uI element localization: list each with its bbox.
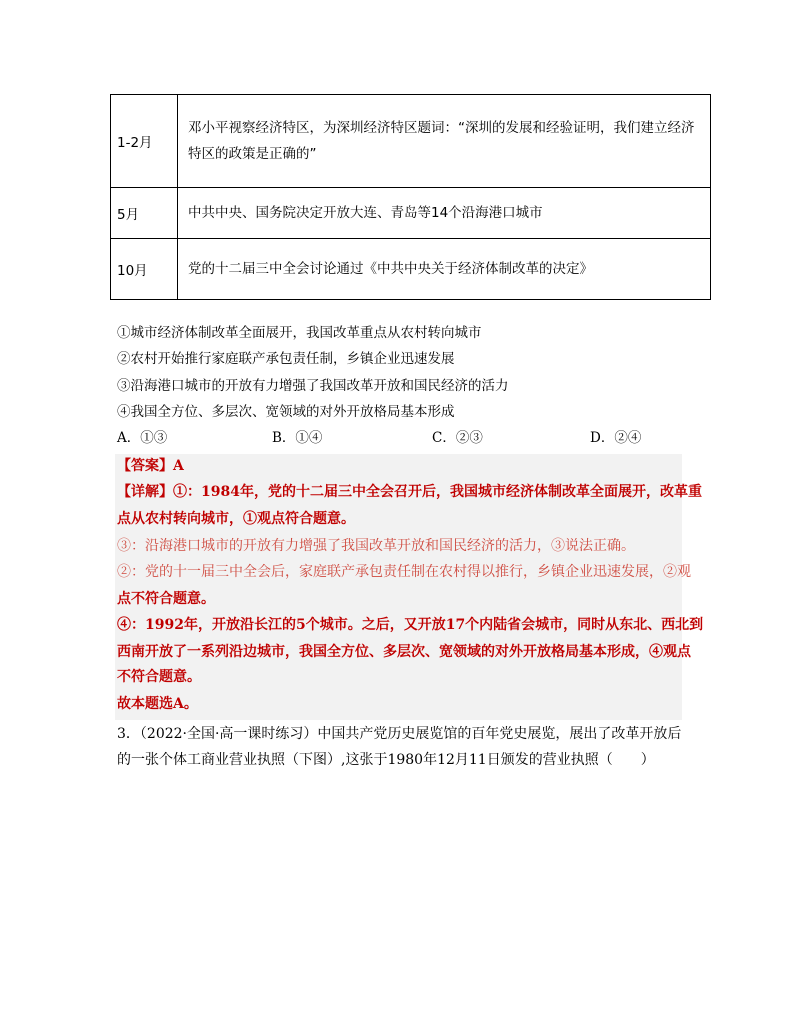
event-text-line: 党的十二届三中全会讨论通过《中共中央关于经济体制改革的决定》 xyxy=(188,261,593,277)
event-text-line: 邓小平视察经济特区，为深圳经济特区题词：“深圳的发展和经验证明，我们建立经济 xyxy=(188,120,695,136)
detail-line: 西南开放了一系列沿边城市，我国全方位、多层次、宽领域的对外开放格局基本形成，④观点 xyxy=(117,644,691,660)
table-date-cell xyxy=(111,95,178,188)
statement-1: ①城市经济体制改革全面展开，我国改革重点从农村转向城市 xyxy=(117,325,482,341)
date-text: 5月 xyxy=(117,207,140,223)
answer-value: A xyxy=(173,458,184,474)
detail-line: ③：沿海港口城市的开放有力增强了我国改革开放和国民经济的活力，③说法正确。 xyxy=(117,538,635,554)
detail-line: 点不符合题意。 xyxy=(117,591,215,607)
statement-2: ②农村开始推行家庭联产承包责任制，乡镇企业迅速发展 xyxy=(117,351,455,367)
date-text: 1-2月 xyxy=(117,135,153,151)
detail-line: ②：党的十一届三中全会后，家庭联产承包责任制在农村得以推行，乡镇企业迅速发展，②观 xyxy=(117,564,691,580)
detail-label: 【详解】 xyxy=(117,484,173,500)
detail-line: 点从农村转向城市，①观点符合题意。 xyxy=(117,511,355,527)
events-table xyxy=(110,94,711,300)
choice-d: D．②④ xyxy=(590,430,642,446)
date-text: 10月 xyxy=(117,263,148,279)
table-event-cell xyxy=(178,95,711,188)
table-row xyxy=(111,188,711,239)
detail-line: ④：1992年，开放沿长江的5个城市。之后，又开放17个内陆省会城市，同时从东北、西北到 xyxy=(117,617,704,633)
question-3-line: 3．（2022·全国·高一课时练习）中国共产党历史展览馆的百年党史展览，展出了改革开放后 xyxy=(117,726,682,742)
statement-3: ③沿海港口城市的开放有力增强了我国改革开放和国民经济的活力 xyxy=(117,378,509,394)
table-event-cell xyxy=(178,188,711,239)
table-row xyxy=(111,95,711,188)
table-row xyxy=(111,239,711,300)
table-date-cell xyxy=(111,239,178,300)
choice-c: C．②③ xyxy=(432,430,483,446)
table-date-cell xyxy=(111,188,178,239)
detail-line: 不符合题意。 xyxy=(117,669,201,685)
choice-a: A．①③ xyxy=(117,430,168,446)
event-text-line: 特区的政策是正确的” xyxy=(188,146,317,162)
answer-label: 【答案】 xyxy=(117,458,173,474)
choice-b: B．①④ xyxy=(272,430,323,446)
table-event-cell xyxy=(178,239,711,300)
detail-line: 故本题选A。 xyxy=(117,696,198,712)
answer-line xyxy=(117,456,184,476)
detail-line xyxy=(117,482,702,502)
statement-4: ④我国全方位、多层次、宽领域的对外开放格局基本形成 xyxy=(117,404,455,420)
detail-text: ①：1984年，党的十二届三中全会召开后，我国城市经济体制改革全面展开，改革重 xyxy=(173,484,702,500)
event-text-line: 中共中央、国务院决定开放大连、青岛等14个沿海港口城市 xyxy=(188,205,543,221)
question-3-line: 的一张个体工商业营业执照（下图）,这张于1980年12月11日颁发的营业执照（ ） xyxy=(117,752,655,768)
